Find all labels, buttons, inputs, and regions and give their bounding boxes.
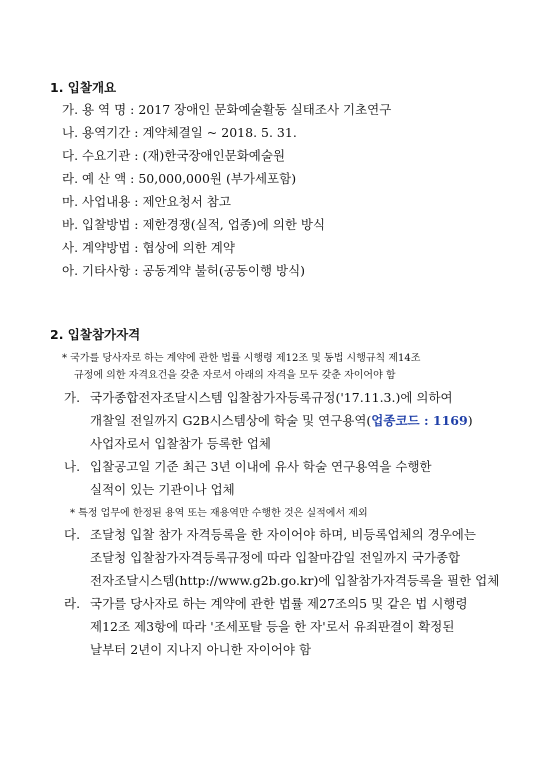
item-marker: 가. <box>64 390 81 405</box>
item-text: 예 산 액 : 50,000,000원 (부가세포함) <box>82 171 297 186</box>
section-2-title: 2. 입찰참가자격 <box>50 327 141 342</box>
qualification-line: 국가종합전자조달시스템 입찰참가자등록규정('17.11.3.)에 의하여 <box>90 390 453 405</box>
line-text: ) <box>467 413 473 428</box>
item-text: 입찰방법 : 제한경쟁(실적, 업종)에 의한 방식 <box>82 217 326 232</box>
qualification-line: 조달청 입찰참가자격등록규정에 따라 입찰마감일 전일까지 국가종합 <box>90 550 461 565</box>
qualification-line: 날부터 2년이 지나지 아니한 자이어야 함 <box>90 642 312 657</box>
overview-item <box>62 192 231 210</box>
qualification-line: 사업자로서 입찰참가 등록한 업체 <box>90 436 271 451</box>
footnote-line: * 특정 업무에 한정된 용역 또는 재용역만 수행한 것은 실적에서 제외 <box>70 508 368 519</box>
overview-item <box>62 215 325 233</box>
item-text: 사업내용 : 제안요청서 참고 <box>82 194 231 209</box>
overview-item <box>62 261 305 279</box>
qualification-line: 조달청 입찰 참가 자격등록을 한 자이어야 하며, 비등록업체의 경우에는 <box>90 527 476 542</box>
footnote-line: * 국가를 당사자로 하는 계약에 관한 법률 시행령 제12조 및 동법 시행규칙 제14조 <box>62 353 421 364</box>
item-marker: 라. <box>64 596 81 611</box>
item-marker: 나. <box>64 459 81 474</box>
item-marker: 바. <box>62 217 79 232</box>
qualification-line: 제12조 제3항에 따라 '조세포탈 등을 한 자'로서 유죄판결이 확정된 <box>90 619 455 634</box>
item-marker: 아. <box>62 263 79 278</box>
item-text: 용역기간 : 계약체결일 ~ 2018. 5. 31. <box>82 125 297 140</box>
line-text: 개찰일 전일까지 G2B시스템상에 학술 및 연구용역( <box>90 413 372 428</box>
item-marker: 다. <box>64 527 81 542</box>
overview-item <box>62 146 285 164</box>
footnote-line: 규정에 의한 자격요건을 갖춘 자로서 아래의 자격을 모두 갖춘 자이어야 함 <box>74 370 396 381</box>
overview-item <box>62 100 391 118</box>
item-marker: 다. <box>62 148 79 163</box>
qualification-line: 전자조달시스템(http://www.g2b.go.kr)에 입찰참가자격등록을 필한 업체 <box>90 573 500 588</box>
item-marker: 나. <box>62 125 79 140</box>
qualification-line <box>90 411 473 429</box>
section-1-title: 1. 입찰개요 <box>50 80 117 95</box>
item-text: 수요기관 : (재)한국장애인문화예술원 <box>82 148 286 163</box>
item-marker: 가. <box>62 102 79 117</box>
item-text: 계약방법 : 협상에 의한 계약 <box>82 240 235 255</box>
overview-item <box>62 238 235 256</box>
item-marker: 사. <box>62 240 79 255</box>
qualification-line: 실적이 있는 기관이나 업체 <box>90 482 235 497</box>
overview-item <box>62 169 296 187</box>
overview-item <box>62 123 297 141</box>
qualification-line: 입찰공고일 기준 최근 3년 이내에 유사 학술 연구용역을 수행한 <box>90 459 432 474</box>
item-text: 용 역 명 : 2017 장애인 문화예술활동 실태조사 기초연구 <box>82 102 392 117</box>
item-marker: 마. <box>62 194 79 209</box>
item-text: 기타사항 : 공동계약 불허(공동이행 방식) <box>82 263 306 278</box>
qualification-line: 국가를 당사자로 하는 계약에 관한 법률 제27조의5 및 같은 법 시행령 <box>90 596 468 611</box>
industry-code-highlight: 업종코드 : 1169 <box>371 413 468 428</box>
item-marker: 라. <box>62 171 79 186</box>
